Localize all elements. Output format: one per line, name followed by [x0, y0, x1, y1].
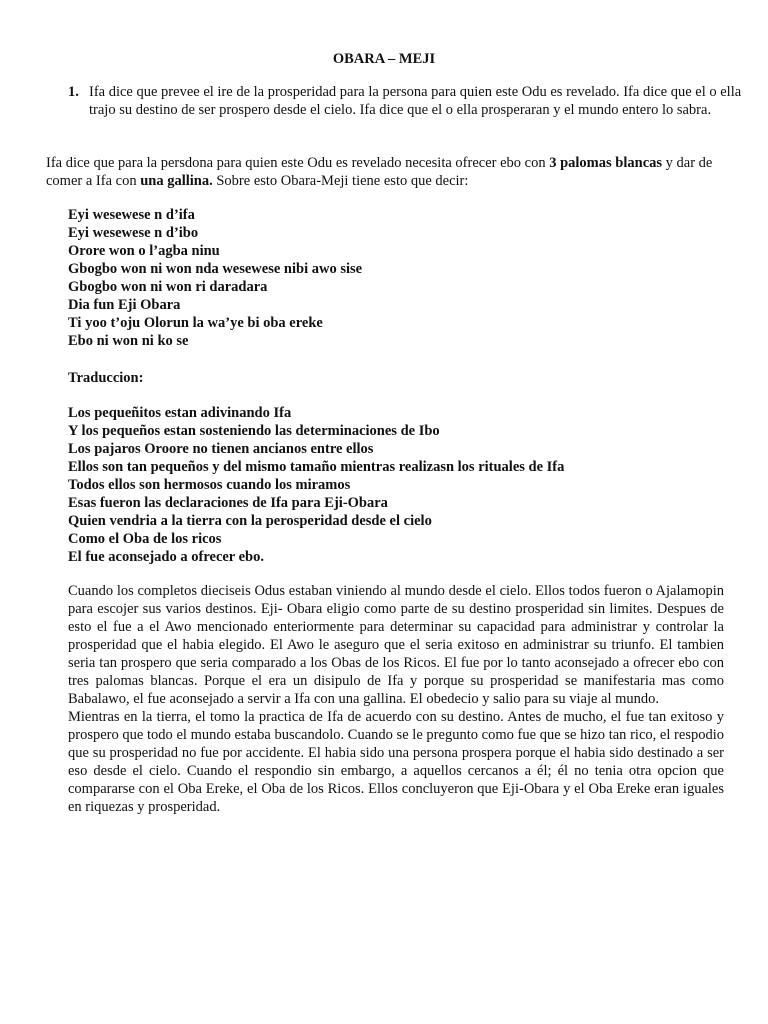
prose-paragraph: Mientras en la tierra, el tomo la practica de Ifa de acuerdo con su destino. Antes de mucho, el fue tan exitoso y prospero que todo el mundo estaba buscandolo. Cuando se le pregunto como fue que se hizo tan rico, el respodio que su prosperidad no fue por accidente. El habia sido una persona prospera porque el habia sido destinado a ser eso desde el cielo. Cuando el respondio sin embargo, a aquellos cercanos a él; él no tenia otra opcion que compararse con el Oba Ereke, el Oba de los Ricos. Ellos concluyeron que Eji-Obara y el Oba Ereke eran iguales en riquezas y prosperidad. — [68, 709, 724, 815]
intro-paragraph — [46, 154, 736, 190]
prose-section — [68, 582, 724, 816]
intro-bold-gallina: una gallina. — [140, 173, 213, 189]
intro-text-2: y dar de comer a Ifa con — [46, 155, 713, 189]
yoruba-verse-line: Ebo ni won ni ko se — [68, 333, 189, 349]
intro-bold-palomas: 3 palomas blancas — [549, 155, 663, 171]
yoruba-verse-line: Gbogbo won ni won nda wesewese nibi awo sise — [68, 261, 363, 277]
prose-paragraph: Cuando los completos dieciseis Odus estaban viniendo al mundo desde el cielo. Ellos todos fueron o Ajalamopin para escojer sus varios destinos. Eji- Obara eligio como parte de su destino prosperidad sin limites. Despues de esto el fue a el Awo mencionado enteriormente para determinar su capacidad para administrar y controlar la prosperidad que el habia elegido. El Awo le aseguro que el seria exitoso en administrar su triunfo. El tambien seria tan prospero que seria comparado a los Obas de los Ricos. El fue por lo tanto aconsejado a ofrecer ebo con tres palomas blancas. Porque el era un disipulo de Ifa y porque su prosperidad se manifestaria mas como Babalawo, el fue aconsejado a servir a Ifa con una gallina. El obedecio y salio para su viaje al mundo. — [68, 583, 724, 707]
yoruba-verse-line: Orore won o l’agba ninu — [68, 243, 220, 259]
intro-text-1: Ifa dice que para la persdona para quien este Odu es revelado necesita ofrecer ebo con — [46, 155, 550, 171]
yoruba-verse-line: Eyi wesewese n d’ifa — [68, 207, 195, 223]
spanish-verse-line: Todos ellos son hermosos cuando los miramos — [68, 477, 351, 493]
item-number: 1. — [68, 84, 79, 100]
yoruba-verse-line: Ti yoo t’oju Olorun la wa’ye bi oba ereke — [68, 315, 323, 331]
yoruba-verse-line: Gbogbo won ni won ri daradara — [68, 279, 268, 295]
spanish-verse-line: Y los pequeños estan sosteniendo las determinaciones de Ibo — [68, 423, 440, 439]
yoruba-verse-line: Eyi wesewese n d’ibo — [68, 225, 199, 241]
spanish-verse-line: El fue aconsejado a ofrecer ebo. — [68, 549, 264, 565]
spanish-verse-line: Ellos son tan pequeños y del mismo tamaño mientras realizasn los rituales de Ifa — [68, 459, 565, 475]
item-text: Ifa dice que prevee el ire de la prosperidad para la persona para quien este Odu es revelado. Ifa dice que el o ella trajo su destino de ser prospero desde el cielo. Ifa dice que el o ella prosperaran y el mundo entero lo sabra. — [89, 84, 742, 118]
translation-heading: Traduccion: — [68, 370, 144, 386]
spanish-verse-line: Como el Oba de los ricos — [68, 531, 222, 547]
spanish-verse-line: Quien vendria a la tierra con la perosperidad desde el cielo — [68, 513, 432, 529]
intro-text-3: Sobre esto Obara-Meji tiene esto que decir: — [212, 173, 469, 189]
spanish-verse-line: Los pajaros Oroore no tienen ancianos entre ellos — [68, 441, 374, 457]
spanish-verse — [68, 404, 728, 566]
yoruba-verse-line: Dia fun Eji Obara — [68, 297, 181, 313]
yoruba-verse — [68, 206, 728, 350]
spanish-verse-line: Esas fueron las declaraciones de Ifa para Eji-Obara — [68, 495, 388, 511]
numbered-item — [68, 83, 748, 119]
document-title: OBARA – MEJI — [332, 51, 436, 67]
spanish-verse-line: Los pequeñitos estan adivinando Ifa — [68, 405, 292, 421]
